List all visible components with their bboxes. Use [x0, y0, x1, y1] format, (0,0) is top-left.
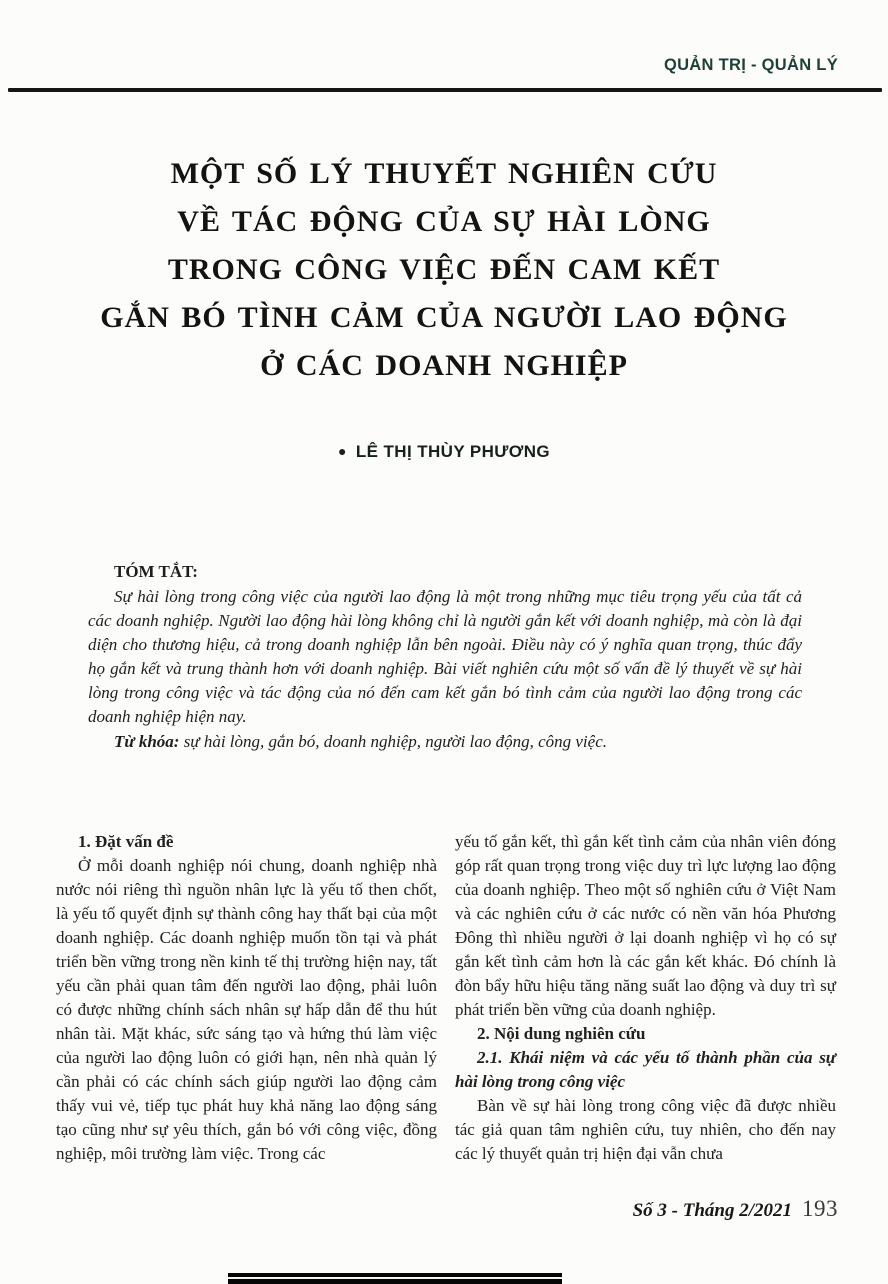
section-1-paragraph-continued: yếu tố gắn kết, thì gắn kết tình cảm của nhân viên đóng góp rất quan trọng trong việc duy trì lực lượng lao động của doanh nghiệp. Theo một số nghiên cứu ở Việt Nam và các nghiên cứu ở các nước có nền văn hóa Phương Đông thì nhiều người ở lại doanh nghiệp vì họ có sự gắn kết tình cảm hơn là các gắn kết khác. Đó chính là đòn bẩy hữu hiệu tăng năng suất lao động và duy trì sự phát triển bền vững của doanh nghiệp.: [455, 832, 836, 1019]
abstract-section: [88, 560, 802, 754]
author-bullet-icon: ●: [337, 443, 347, 459]
page-number: 193: [802, 1196, 838, 1221]
page-footer: [633, 1196, 838, 1222]
scan-artifact-bar: [228, 1273, 562, 1284]
author-name: LÊ THỊ THÙY PHƯƠNG: [355, 442, 551, 461]
article-title: [44, 150, 844, 390]
section-2-heading: 2. Nội dung nghiên cứu: [477, 1024, 646, 1043]
keywords-line: [88, 730, 802, 754]
header-rule: [8, 88, 882, 92]
article-body-columns: [56, 830, 836, 1166]
article-title-line: GẮN BÓ TÌNH CẢM CỦA NGƯỜI LAO ĐỘNG: [100, 301, 788, 334]
issue-label: Số 3 - Tháng 2/2021: [632, 1200, 792, 1221]
article-title-line: VỀ TÁC ĐỘNG CỦA SỰ HÀI LÒNG: [177, 205, 711, 238]
article-title-line: MỘT SỐ LÝ THUYẾT NGHIÊN CỨU: [170, 157, 718, 190]
article-title-line: Ở CÁC DOANH NGHIỆP: [260, 349, 628, 382]
article-title-line: TRONG CÔNG VIỆC ĐẾN CAM KẾT: [167, 253, 721, 286]
abstract-heading: TÓM TẮT:: [114, 562, 198, 581]
section-2-1-heading: 2.1. Khái niệm và các yếu tố thành phần của sự hài lòng trong công việc: [455, 1048, 836, 1091]
right-column: [455, 830, 836, 1166]
keywords-label: Từ khóa:: [114, 732, 180, 751]
abstract-body: Sự hài lòng trong công việc của người lao động là một trong những mục tiêu trọng yếu của tất cả các doanh nghiệp. Người lao động hài lòng không chỉ là người gắn kết với doanh nghiệp, mà còn là đại diện cho thương hiệu, cả trong doanh nghiệp lẫn bên ngoài. Điều này có ý nghĩa quan trọng, thúc đẩy họ gắn kết và trung thành hơn với doanh nghiệp. Bài viết nghiên cứu một số vấn đề lý thuyết về sự hài lòng trong công việc và tác động của nó đến cam kết gắn bó tình cảm của người lao động trong các doanh nghiệp hiện nay.: [88, 587, 802, 726]
section-2-1-paragraph: Bàn về sự hài lòng trong công việc đã được nhiều tác giả quan tâm nghiên cứu, tuy nhiên, cho đến nay các lý thuyết quản trị hiện đại vẫn chưa: [455, 1096, 836, 1163]
section-1-paragraph: Ở mỗi doanh nghiệp nói chung, doanh nghiệp nhà nước nói riêng thì nguồn nhân lực là yếu tố then chốt, là yếu tố quyết định sự thành công hay thất bại của một doanh nghiệp. Các doanh nghiệp muốn tồn tại và phát triển bền vững trong nền kinh tế thị trường hiện nay, tất yếu cần phải quan tâm đến người lao động, phải luôn có được những chính sách nhân sự hấp dẫn để thu hút nhân tài. Mặt khác, sức sáng tạo và hứng thú làm việc của người lao động luôn có giới hạn, nên nhà quản lý cần phải có các chính sách giúp người lao động cảm thấy vui vẻ, tiếp tục phát huy khả năng lao động sáng tạo cũng như sự yêu thích, gắn bó với công việc, đồng nghiệp, môi trường làm việc. Trong các: [56, 856, 437, 1163]
left-column: [56, 830, 437, 1166]
keywords-text: sự hài lòng, gắn bó, doanh nghiệp, người lao động, công việc.: [183, 732, 607, 751]
section-1-heading: 1. Đặt vấn đề: [78, 832, 174, 851]
journal-section-label: QUẢN TRỊ - QUẢN LÝ: [663, 56, 838, 74]
author-line: [0, 442, 888, 462]
